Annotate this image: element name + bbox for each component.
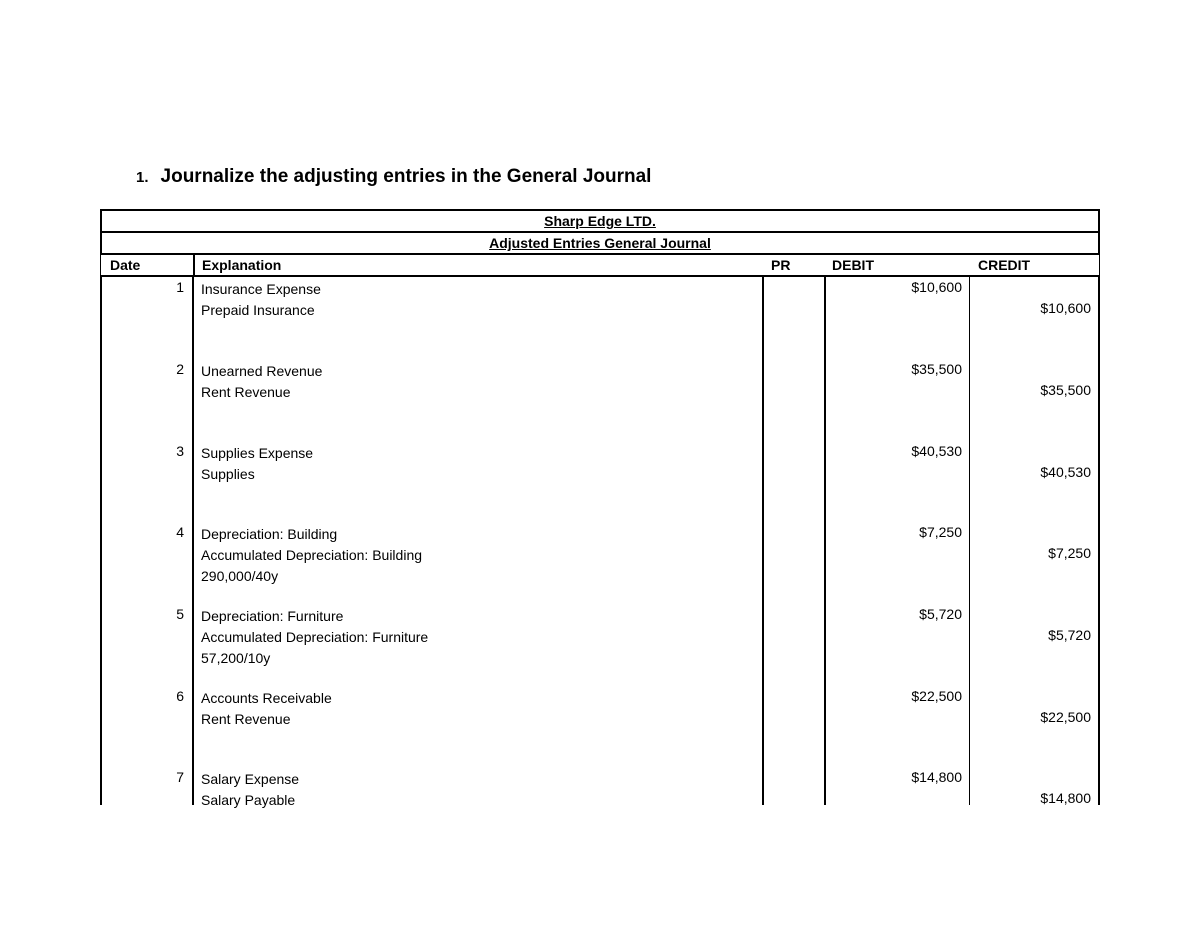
debit-amount: $35,500 [911,361,962,377]
journal-title-row [100,209,1100,231]
column-header-explanation: Explanation [202,257,282,273]
journal-entry [100,767,1100,849]
credit-account: Rent Revenue [201,711,291,727]
general-journal-table [100,209,1100,808]
column-header-debit: DEBIT [832,257,874,273]
debit-account: Accounts Receivable [201,690,332,706]
entry-note: 290,000/40y [201,568,279,584]
journal-entry [100,441,1100,523]
entry-date: 3 [176,443,184,459]
column-divider [193,253,195,277]
entry-explanation [201,769,299,811]
credit-account: Salary Payable [201,792,296,808]
debit-amount: $40,530 [911,443,962,459]
credit-amount: $5,720 [1048,627,1091,643]
entry-explanation [201,443,313,485]
entry-date: 5 [176,606,184,622]
entry-explanation [201,524,422,587]
credit-amount: $40,530 [1040,464,1091,480]
company-name: Sharp Edge LTD. [544,213,656,229]
debit-account: Salary Expense [201,771,300,787]
entry-explanation [201,606,428,669]
entry-date: 1 [176,279,184,295]
credit-account: Rent Revenue [201,384,291,400]
debit-amount: $22,500 [911,688,962,704]
credit-amount: $14,800 [1040,790,1091,806]
entry-explanation [201,279,321,321]
entry-date: 6 [176,688,184,704]
debit-account: Unearned Revenue [201,363,323,379]
column-header-date: Date [110,257,141,273]
journal-subtitle-row [100,231,1100,253]
entry-date: 7 [176,769,184,785]
credit-account: Supplies [201,466,255,482]
debit-account: Supplies Expense [201,445,314,461]
heading-text: Journalize the adjusting entries in the General Journal [160,166,652,187]
debit-amount: $14,800 [911,769,962,785]
journal-entry [100,522,1100,604]
column-header-credit: CREDIT [978,257,1031,273]
credit-account: Accumulated Depreciation: Furniture [201,629,429,645]
journal-body [100,277,1100,808]
debit-account: Depreciation: Furniture [201,608,344,624]
credit-account: Prepaid Insurance [201,302,315,318]
credit-account: Accumulated Depreciation: Building [201,547,423,563]
entry-note: 57,200/10y [201,650,271,666]
debit-amount: $7,250 [919,524,962,540]
entry-date: 4 [176,524,184,540]
entry-explanation [201,361,322,403]
journal-entry [100,686,1100,768]
debit-account: Depreciation: Building [201,526,338,542]
debit-account: Insurance Expense [201,281,321,297]
journal-subtitle: Adjusted Entries General Journal [489,235,711,251]
page-heading [136,166,651,188]
journal-entry [100,604,1100,686]
journal-entry [100,277,1100,359]
debit-amount: $5,720 [919,606,962,622]
entry-date: 2 [176,361,184,377]
column-header-row [100,253,1100,277]
credit-amount: $35,500 [1040,382,1091,398]
credit-amount: $22,500 [1040,709,1091,725]
debit-amount: $10,600 [911,279,962,295]
entry-explanation [201,688,332,730]
credit-amount: $10,600 [1040,300,1091,316]
journal-entry [100,359,1100,441]
heading-number: 1. [136,169,149,186]
column-header-pr: PR [771,257,791,273]
credit-amount: $7,250 [1048,545,1091,561]
